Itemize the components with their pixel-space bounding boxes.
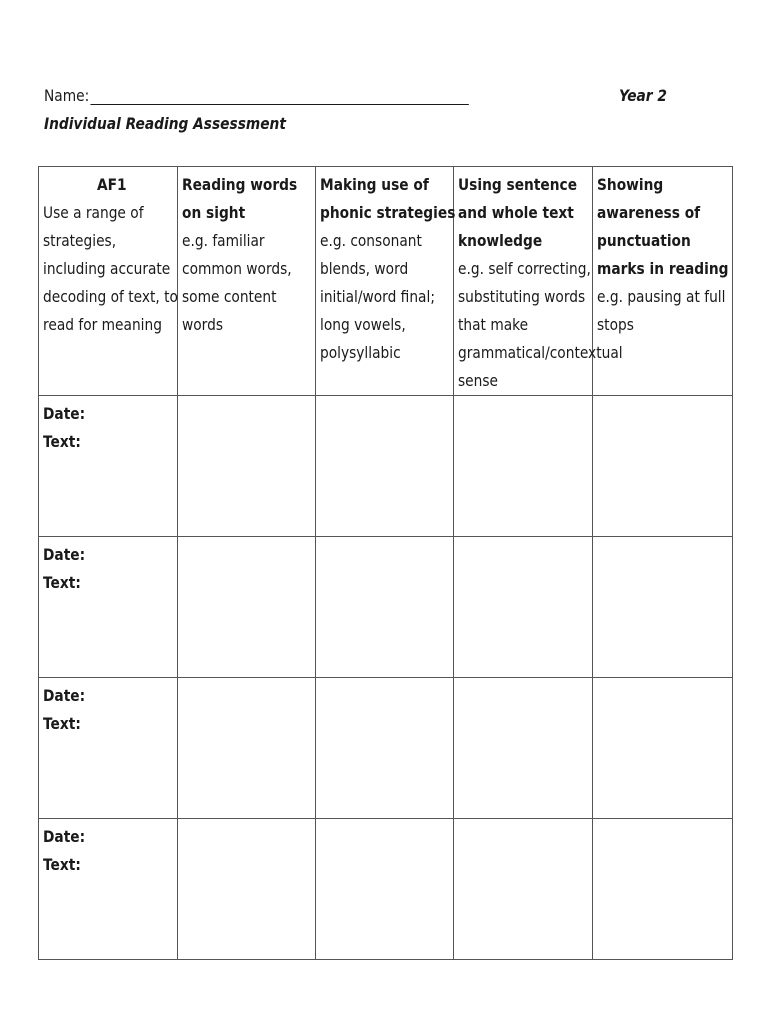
- column-description: e.g. pausing at full stops: [597, 287, 726, 334]
- date-label: Date:: [43, 686, 86, 705]
- column-title: Showing awareness of punctuation marks in reading: [597, 175, 729, 278]
- entry-label-cell: [39, 819, 178, 960]
- entry-label-cell: [39, 678, 178, 819]
- column-description: e.g. familiar common words, some content words: [182, 231, 292, 334]
- entry-label-cell: [39, 396, 178, 537]
- column-header-af1: [39, 167, 178, 396]
- entry-cell[interactable]: [593, 537, 733, 678]
- column-title: Reading words on sight: [182, 175, 298, 222]
- name-label: Name:: [44, 86, 90, 105]
- column-description: e.g. consonant blends, word initial/word final; long vowels, polysyllabic: [320, 231, 435, 362]
- entry-cell[interactable]: [178, 396, 316, 537]
- entry-cell[interactable]: [178, 819, 316, 960]
- table-row: [39, 396, 733, 537]
- column-header-phonic-strategies: [316, 167, 454, 396]
- page-title: Individual Reading Assessment: [44, 114, 286, 133]
- entry-cell[interactable]: [454, 537, 593, 678]
- header-row: [39, 167, 733, 396]
- entry-cell[interactable]: [178, 678, 316, 819]
- entry-cell[interactable]: [454, 819, 593, 960]
- entry-cell[interactable]: [316, 537, 454, 678]
- date-label: Date:: [43, 827, 86, 846]
- table-row: [39, 537, 733, 678]
- entry-cell[interactable]: [454, 396, 593, 537]
- date-label: Date:: [43, 404, 86, 423]
- text-label: Text:: [43, 714, 81, 733]
- text-label: Text:: [43, 432, 81, 451]
- year-label: Year 2: [619, 86, 667, 105]
- column-header-sentence-knowledge: [454, 167, 623, 396]
- column-description: e.g. self correcting, substituting words that make grammatical/contextual sense: [458, 259, 623, 390]
- name-field-group: [44, 86, 468, 105]
- entry-cell[interactable]: [316, 396, 454, 537]
- column-title: Using sentence and whole text knowledge: [458, 175, 578, 250]
- column-header-reading-words: [178, 167, 316, 396]
- entry-cell[interactable]: [593, 396, 733, 537]
- entry-label-cell: [39, 537, 178, 678]
- entry-cell[interactable]: [593, 819, 733, 960]
- table-row: [39, 678, 733, 819]
- entry-cell[interactable]: [316, 678, 454, 819]
- assessment-table: [38, 166, 733, 960]
- entry-cell[interactable]: [178, 537, 316, 678]
- column-title: AF1: [96, 175, 127, 194]
- date-label: Date:: [43, 545, 86, 564]
- text-label: Text:: [43, 855, 81, 874]
- entry-cell[interactable]: [454, 678, 593, 819]
- name-input-line[interactable]: [90, 88, 468, 105]
- header: [44, 86, 724, 112]
- table-row: [39, 819, 733, 960]
- column-title: Making use of phonic strategies: [320, 175, 456, 222]
- column-description: Use a range of strategies, including accurate decoding of text, to read for meaning: [43, 203, 178, 334]
- entry-cell[interactable]: [316, 819, 454, 960]
- text-label: Text:: [43, 573, 81, 592]
- entry-cell[interactable]: [593, 678, 733, 819]
